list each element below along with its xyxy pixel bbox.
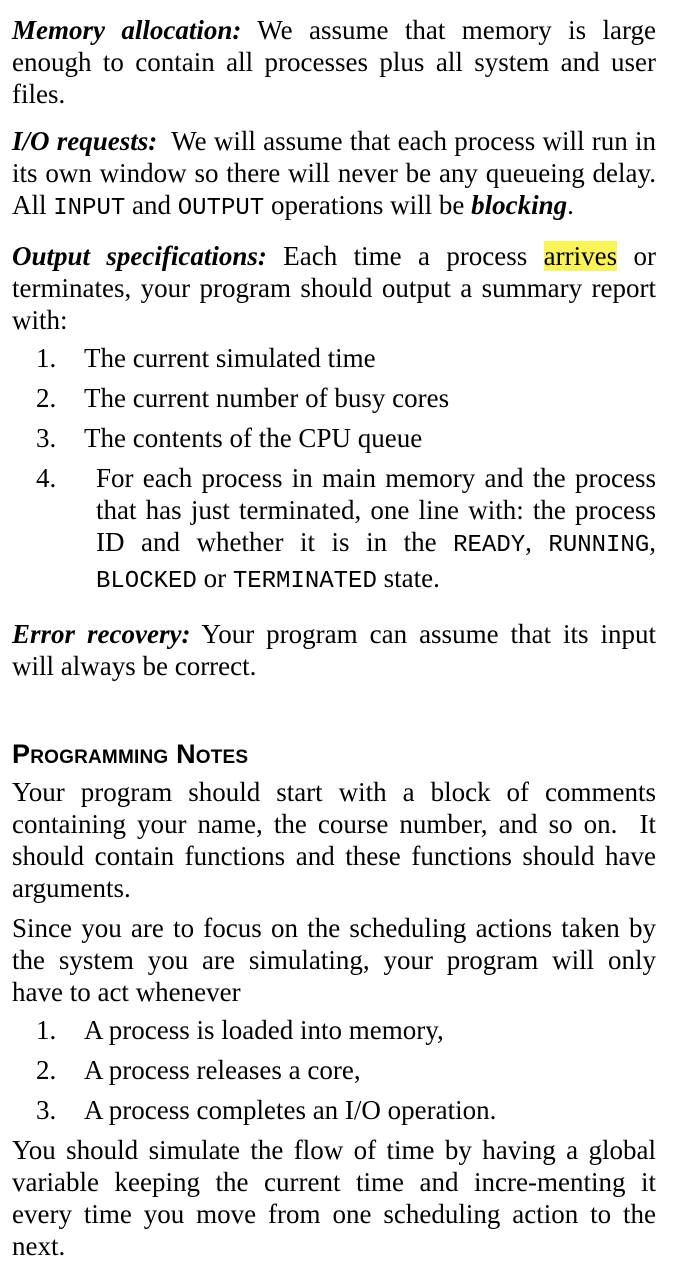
list-item-text: For each process in main memory and the process that has just terminated, one line with: the process ID and whether it is in the bbox=[96, 463, 656, 557]
list-item-end: state. bbox=[376, 563, 440, 593]
list-item-number: 2. bbox=[36, 1055, 57, 1085]
io-requests-text-a: We will assume that each process will run in its own window so there will never be any queueing delay. All bbox=[12, 126, 663, 220]
memory-allocation-paragraph bbox=[12, 14, 656, 110]
state-terminated: TERMINATED bbox=[232, 568, 377, 595]
blocking-emphasis: blocking bbox=[471, 190, 568, 220]
io-requests-text-b: and bbox=[125, 190, 178, 220]
output-specifications-text-b: or terminates, your program should output a summary report with: bbox=[12, 241, 657, 335]
list-item bbox=[12, 342, 656, 374]
separator: , bbox=[649, 527, 656, 557]
programming-notes-heading: Programming Notes bbox=[12, 739, 249, 769]
memory-allocation-text: We assume that memory is large enough to contain all processes plus all system and user files. bbox=[12, 15, 657, 109]
output-specifications-text-a: Each time a process bbox=[266, 241, 544, 271]
highlighted-word: arrives bbox=[543, 241, 618, 271]
memory-allocation-lead: Memory allocation: bbox=[12, 15, 242, 45]
output-report-list bbox=[12, 342, 656, 598]
separator: , bbox=[525, 527, 549, 557]
io-requests-paragraph bbox=[12, 125, 663, 225]
programming-notes-paragraph-2: Since you are to focus on the scheduling actions taken by the system you are simulating, your program will only have to act whenever bbox=[12, 913, 656, 1007]
io-requests-text-c: operations will be bbox=[264, 190, 472, 220]
error-recovery-lead: Error recovery: bbox=[12, 619, 191, 649]
io-requests-end: . bbox=[567, 190, 574, 220]
list-item-text: The contents of the CPU queue bbox=[84, 423, 423, 453]
output-specifications-paragraph bbox=[12, 240, 656, 336]
list-item bbox=[12, 462, 656, 598]
list-item bbox=[12, 382, 656, 414]
list-item-number: 3. bbox=[36, 423, 57, 453]
state-running: RUNNING bbox=[548, 532, 650, 559]
list-item-number: 1. bbox=[36, 343, 57, 373]
separator: or bbox=[196, 563, 233, 593]
output-specifications-lead: Output specifications: bbox=[12, 241, 267, 271]
list-item bbox=[12, 1054, 656, 1086]
code-output: OUTPUT bbox=[177, 195, 265, 222]
list-item-number: 2. bbox=[36, 383, 57, 413]
state-ready: READY bbox=[453, 532, 526, 559]
list-item-text: A process is loaded into memory, bbox=[84, 1015, 444, 1045]
state-blocked: BLOCKED bbox=[96, 568, 197, 595]
code-input: INPUT bbox=[53, 195, 126, 222]
list-item-text: The current number of busy cores bbox=[84, 383, 450, 413]
list-item bbox=[12, 422, 656, 454]
list-item-text: A process completes an I/O operation. bbox=[84, 1095, 497, 1125]
programming-notes-paragraph-3: You should simulate the flow of time by having a global variable keeping the current time and incre-menting it every time you move from one scheduling action to the next. bbox=[12, 1135, 656, 1261]
programming-notes-paragraph-1: Your program should start with a block of comments containing your name, the course number, and so on. It should contain functions and these functions should have arguments. bbox=[12, 777, 663, 903]
list-item bbox=[12, 1094, 656, 1126]
list-item-number: 1. bbox=[36, 1015, 57, 1045]
io-requests-lead: I/O requests: bbox=[12, 126, 158, 156]
list-item-number: 4. bbox=[36, 463, 57, 493]
scheduling-actions-list bbox=[12, 1014, 656, 1126]
list-item bbox=[12, 1014, 656, 1046]
error-recovery-text: Your program can assume that its input will always be correct. bbox=[12, 619, 656, 681]
list-item-text: A process releases a core, bbox=[84, 1055, 361, 1085]
list-item-text: The current simulated time bbox=[84, 343, 376, 373]
list-item-number: 3. bbox=[36, 1095, 57, 1125]
error-recovery-paragraph bbox=[12, 618, 656, 682]
